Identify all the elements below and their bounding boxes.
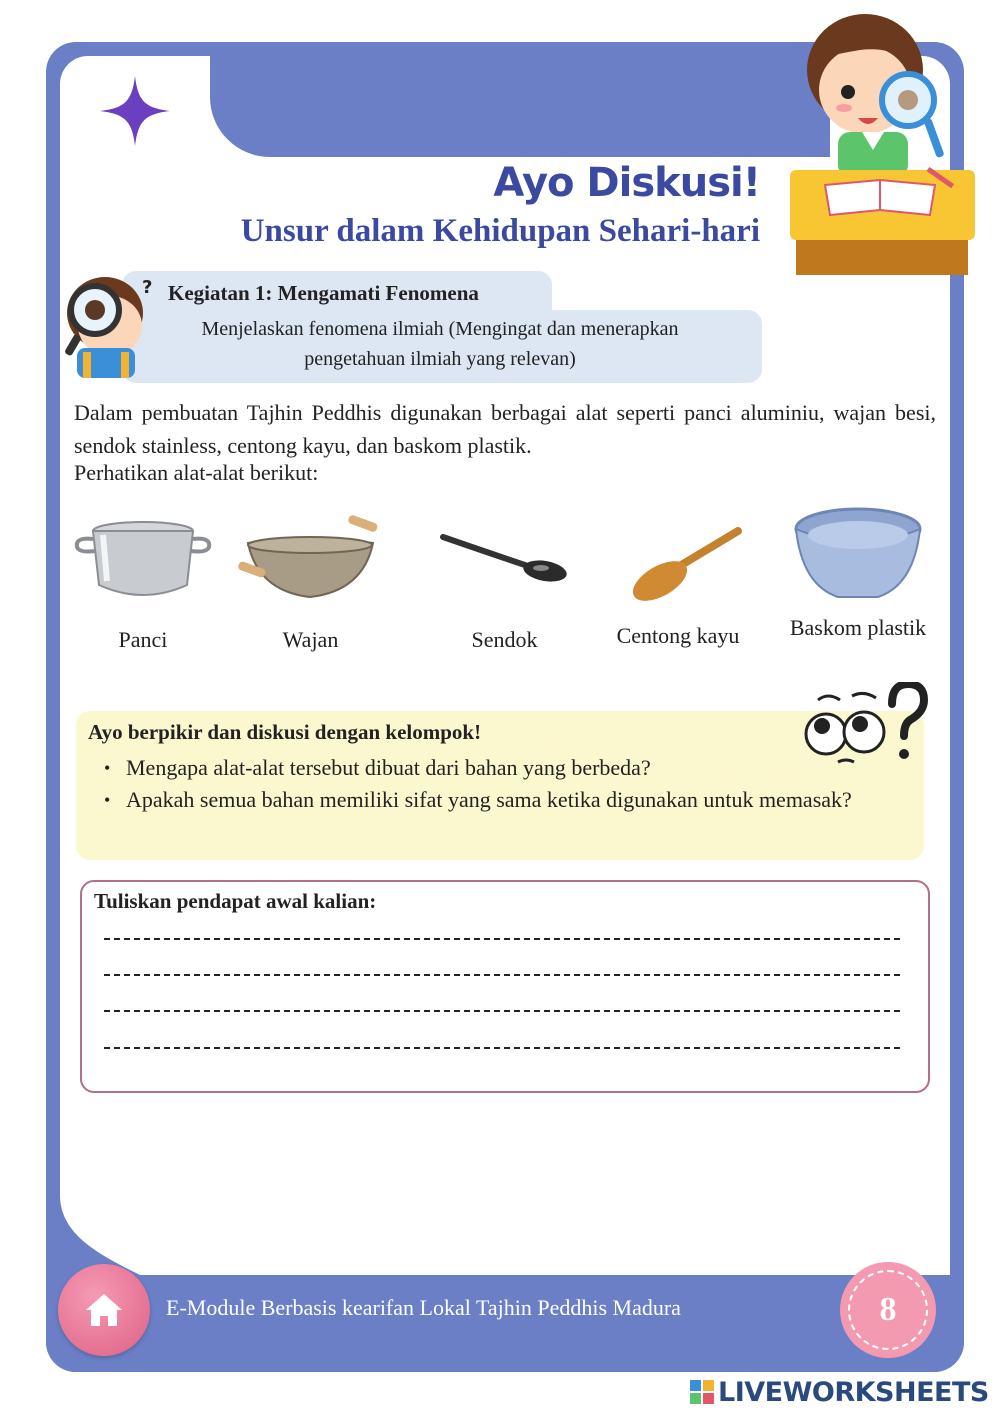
footer-text: E-Module Berbasis kearifan Lokal Tajhin Peddhis Madura <box>166 1295 681 1320</box>
answer-line-4-input[interactable] <box>100 1029 906 1059</box>
home-icon <box>84 1290 124 1330</box>
discussion-questions <box>104 752 924 816</box>
tool-item <box>238 513 383 653</box>
plastic-basin-icon <box>788 505 928 605</box>
wok-icon <box>238 513 383 605</box>
tool-item <box>603 513 753 649</box>
tool-label: Baskom plastik <box>789 615 927 640</box>
answer-title: Tuliskan pendapat awal kalian: <box>94 889 377 913</box>
home-button[interactable] <box>58 1264 150 1356</box>
page-number: 8 <box>848 1270 928 1350</box>
header-band <box>210 42 830 157</box>
tool-item <box>68 513 218 653</box>
answer-line <box>104 1010 900 1012</box>
question-item: • Mengapa alat-alat tersebut dibuat dari bahan yang berbeda? <box>104 752 924 784</box>
page-subtitle: Unsur dalam Kehidupan Sehari-hari <box>240 213 760 249</box>
wooden-ladle-icon <box>608 513 748 605</box>
footer-curve <box>60 1195 950 1365</box>
answer-line <box>104 1047 900 1049</box>
intro-instruction: Perhatikan alat-alat berikut: <box>74 460 319 485</box>
tool-label: Panci <box>118 627 168 652</box>
answer-line-1-input[interactable] <box>100 920 906 950</box>
activity-description: Menjelaskan fenomena ilmiah (Mengingat dan menerapkan pengetahuan ilmiah yang relevan) <box>201 318 679 370</box>
spoon-icon <box>435 513 575 605</box>
pot-icon <box>73 513 213 605</box>
intro-paragraph: Dalam pembuatan Tajhin Peddhis digunakan berbagai alat seperti panci aluminiu, wajan besi, sendok stainless, centong kayu, dan baskom plastik. <box>74 400 936 458</box>
kid-reading-illustration <box>780 0 980 280</box>
tool-label: Centong kayu <box>616 623 740 648</box>
answer-line-3-input[interactable] <box>100 992 906 1022</box>
answer-line <box>104 974 900 976</box>
discussion-title: Ayo berpikir dan diskusi dengan kelompok! <box>88 720 482 744</box>
tool-label: Sendok <box>471 627 538 652</box>
liveworksheets-logo-icon <box>690 1380 714 1404</box>
answer-line <box>104 938 900 940</box>
page-number-badge <box>840 1262 936 1358</box>
question-item: • Apakah semua bahan memiliki sifat yang sama ketika digunakan untuk memasak? <box>104 784 924 816</box>
sparkle-icon <box>100 76 170 146</box>
tool-item <box>432 513 577 653</box>
answer-line-2-input[interactable] <box>100 956 906 986</box>
liveworksheets-brand[interactable]: LIVEWORKSHEETS <box>718 1377 989 1408</box>
tools-gallery <box>60 505 950 655</box>
page-title: Ayo Diskusi! <box>493 160 760 206</box>
activity-title: Kegiatan 1: Mengamati Fenomena <box>168 281 479 305</box>
tool-item <box>778 505 938 641</box>
question-mark-symbol: ? <box>142 277 153 298</box>
tool-label: Wajan <box>282 627 339 652</box>
